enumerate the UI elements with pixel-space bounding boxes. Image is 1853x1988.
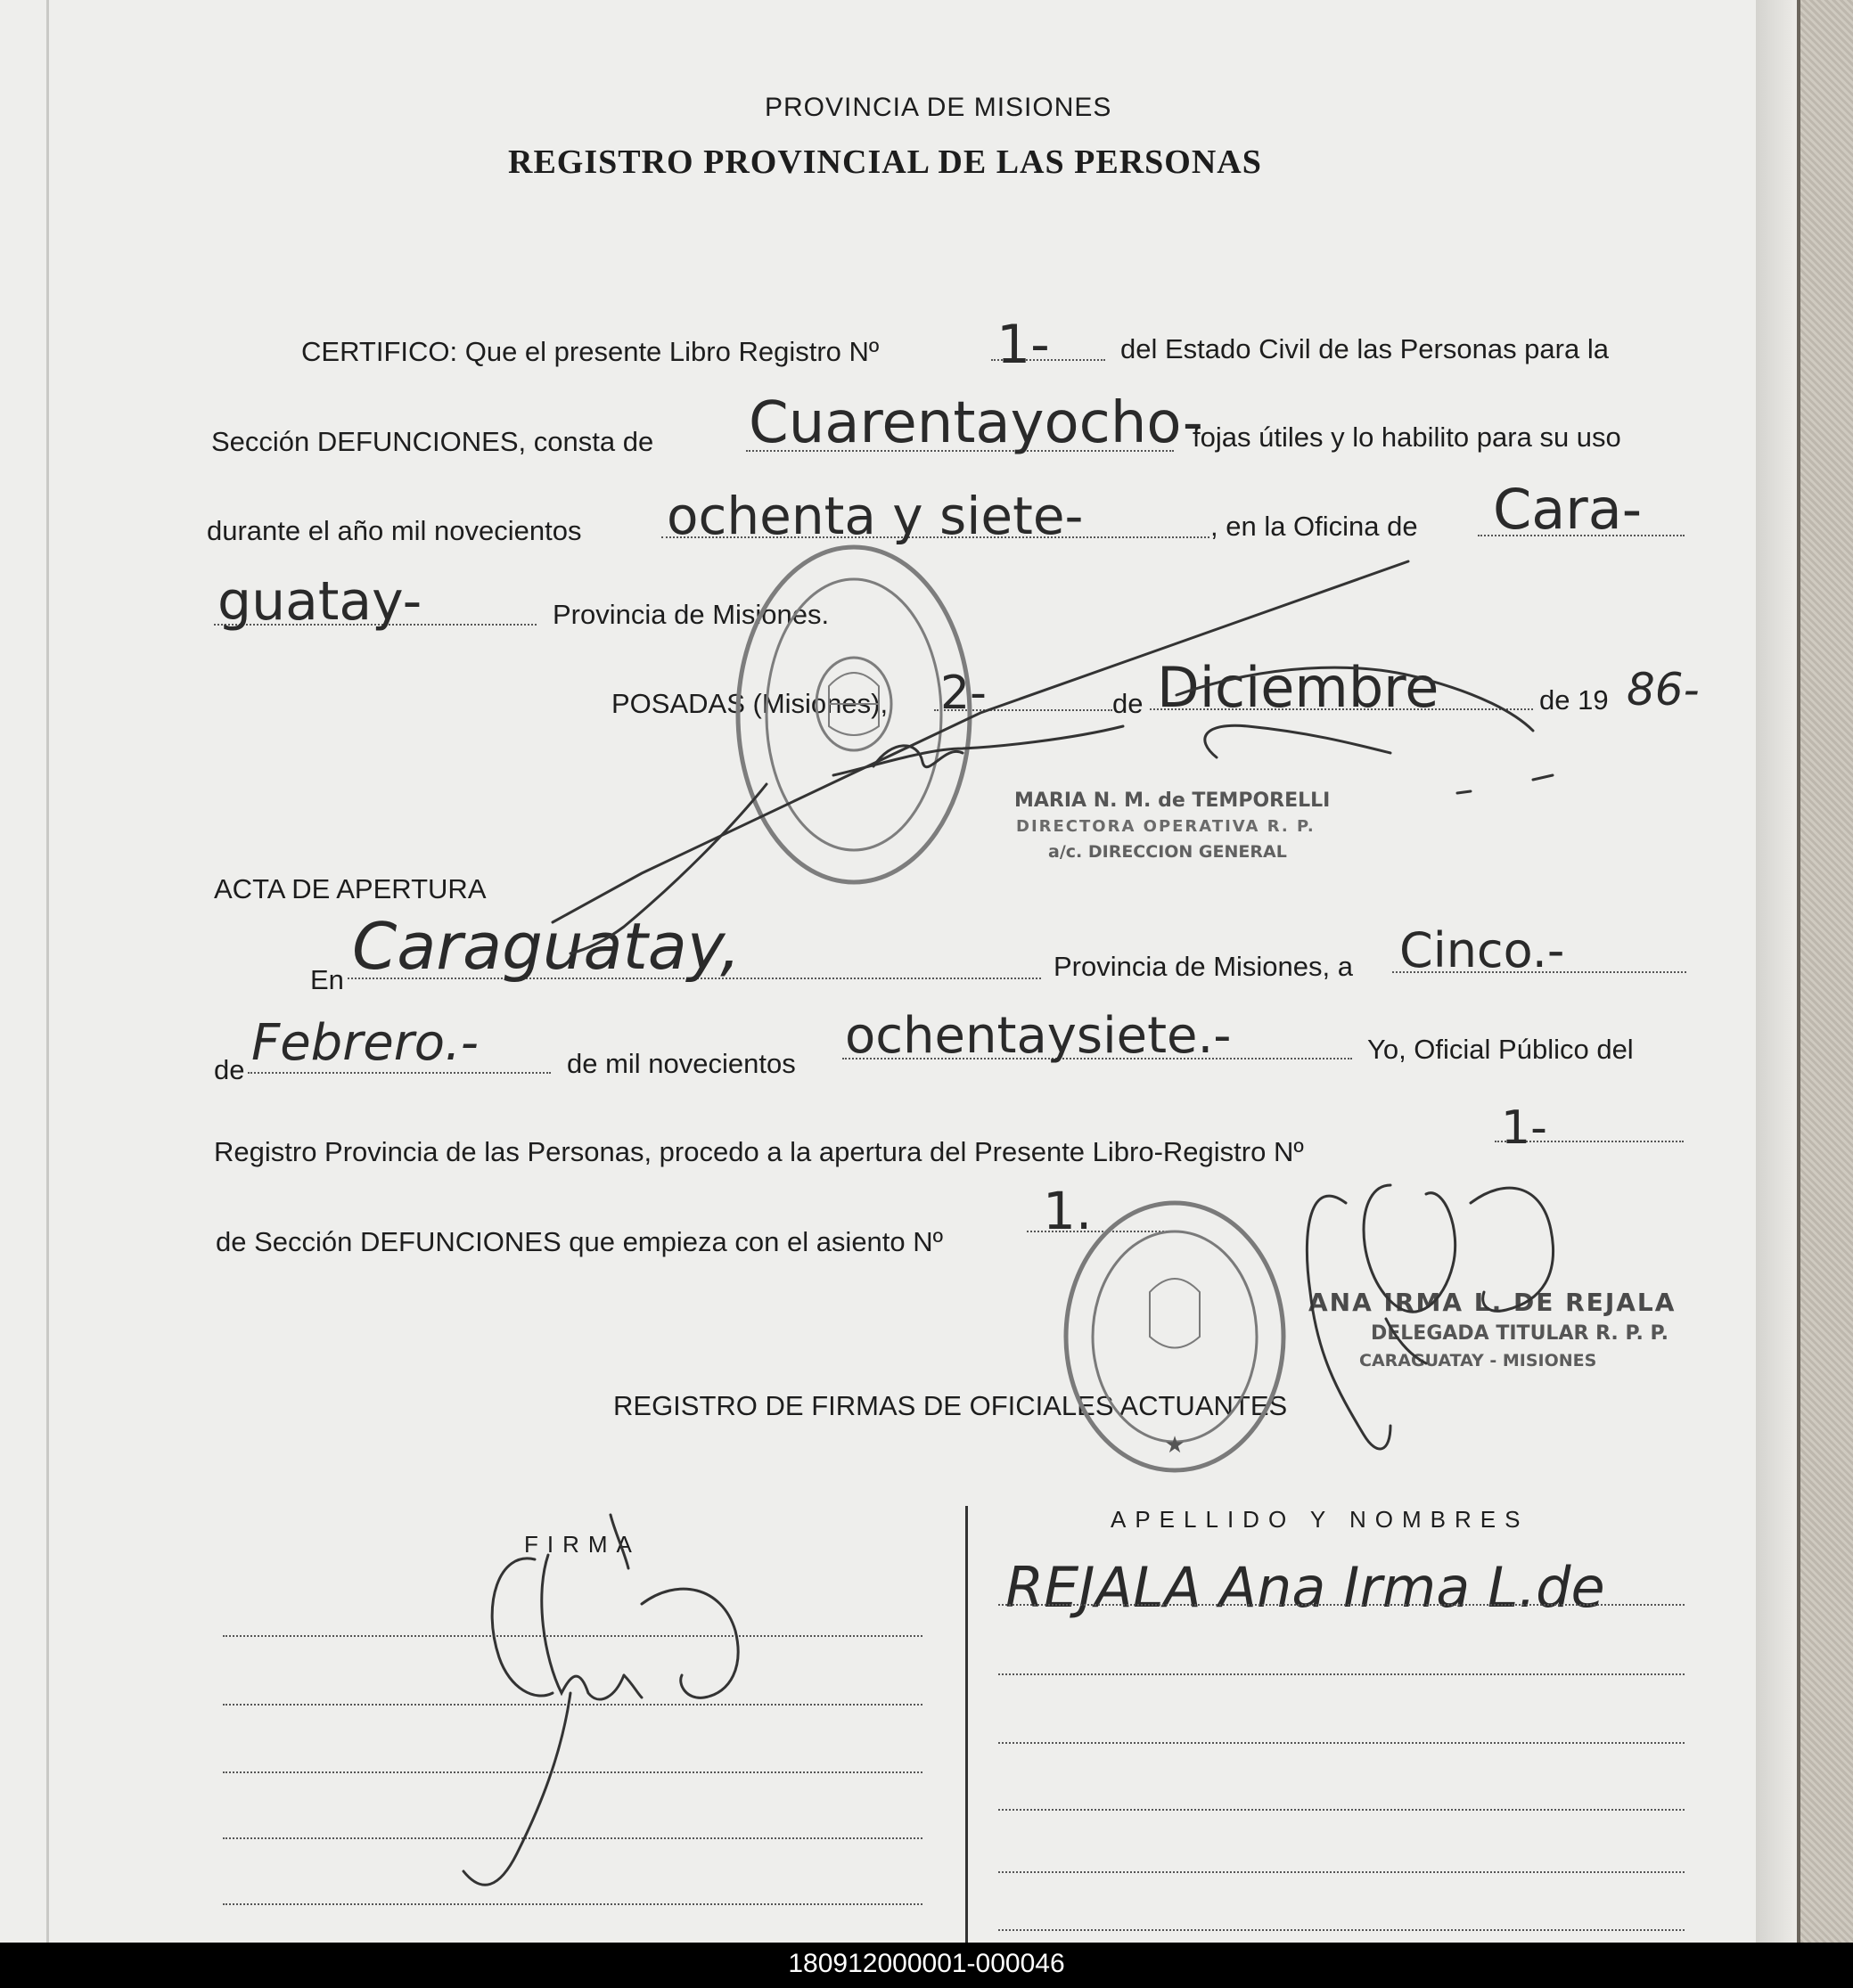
- delegate-signature: [1307, 1185, 1553, 1449]
- handwritten-day: 2-: [940, 667, 987, 720]
- handwritten-acta-day: Cinco.-: [1399, 922, 1565, 978]
- handwritten-acta-book: 1-: [1501, 1101, 1547, 1155]
- officer-signature: [463, 1515, 738, 1885]
- acta-yo: Yo, Oficial Público del: [1367, 1034, 1634, 1065]
- acta-province: Provincia de Misiones, a: [1054, 951, 1353, 982]
- handwritten-office-part2: guatay-: [217, 570, 422, 633]
- svg-text:★: ★: [1164, 1432, 1185, 1459]
- cert-line1-end: del Estado Civil de las Personas para la: [1120, 333, 1609, 364]
- cert-de: de: [1112, 688, 1144, 719]
- header-province: PROVINCIA DE MISIONES: [765, 93, 1112, 122]
- delegate-stamp-title: DELEGADA TITULAR R. P. P.: [1371, 1322, 1669, 1345]
- col-firma-header: FIRMA: [524, 1531, 641, 1558]
- cert-place: POSADAS (Misiones),: [611, 688, 889, 719]
- delegate-stamp-place: CARAGUATAY - MISIONES: [1359, 1351, 1597, 1370]
- acta-title: ACTA DE APERTURA: [214, 873, 487, 904]
- cert-line2-end: fojas útiles y lo habilito para su uso: [1193, 421, 1621, 453]
- handwritten-name-entry: REJALA Ana Irma L.de: [1005, 1555, 1605, 1620]
- handwritten-asiento: 1.: [1043, 1181, 1093, 1241]
- delegation-seal: [1066, 1203, 1283, 1470]
- provincial-registry-seal: [738, 547, 970, 882]
- handwritten-acta-place: Caraguatay,: [352, 909, 741, 984]
- cert-line3-mid: , en la Oficina de: [1210, 511, 1418, 542]
- document-id: 180912000001-000046: [788, 1949, 1065, 1978]
- director-stamp-title: DIRECTORA OPERATIVA R. P.: [1016, 817, 1316, 836]
- director-stamp-name: MARIA N. M. de TEMPORELLI: [1014, 789, 1331, 812]
- handwritten-month: Diciembre: [1157, 655, 1439, 720]
- director-stamp-office: a/c. DIRECCION GENERAL: [1048, 842, 1287, 862]
- cert-line2-start: Sección DEFUNCIONES, consta de: [211, 426, 654, 457]
- header-registry: REGISTRO PROVINCIAL DE LAS PERSONAS: [508, 143, 1262, 181]
- col-nombres-header: APELLIDO Y NOMBRES: [1111, 1506, 1529, 1533]
- handwritten-office-part1: Cara-: [1493, 477, 1643, 542]
- handwritten-folios: Cuarentayocho-: [749, 390, 1203, 456]
- delegate-stamp-name: ANA IRMA L. DE REJALA: [1308, 1288, 1677, 1317]
- handwritten-acta-month: Febrero.-: [251, 1014, 479, 1072]
- signatures-title: REGISTRO DE FIRMAS DE OFICIALES ACTUANTES: [613, 1390, 1288, 1421]
- acta-de: de: [214, 1054, 245, 1085]
- acta-line4: de Sección DEFUNCIONES que empieza con el asiento Nº: [216, 1226, 943, 1257]
- handwritten-acta-year: ochentaysiete.-: [845, 1007, 1232, 1065]
- cert-de-year: de 19: [1539, 684, 1609, 716]
- handwritten-year-words: ochenta y siete-: [667, 486, 1084, 546]
- cert-line3-start: durante el año mil novecientos: [207, 515, 582, 546]
- cert-line4-end: Provincia de Misiones.: [553, 599, 830, 630]
- acta-en: En: [310, 964, 344, 995]
- acta-line3: Registro Provincia de las Personas, procedo a la apertura del Presente Libro-Registro Nº: [214, 1136, 1304, 1167]
- acta-mil: de mil novecientos: [567, 1048, 796, 1079]
- director-signature: [553, 561, 1553, 953]
- handwritten-book-number: 1-: [996, 314, 1050, 376]
- handwritten-year-digits: 86-: [1627, 664, 1700, 716]
- cert-line1-start: CERTIFICO: Que el presente Libro Registro Nº: [301, 336, 880, 367]
